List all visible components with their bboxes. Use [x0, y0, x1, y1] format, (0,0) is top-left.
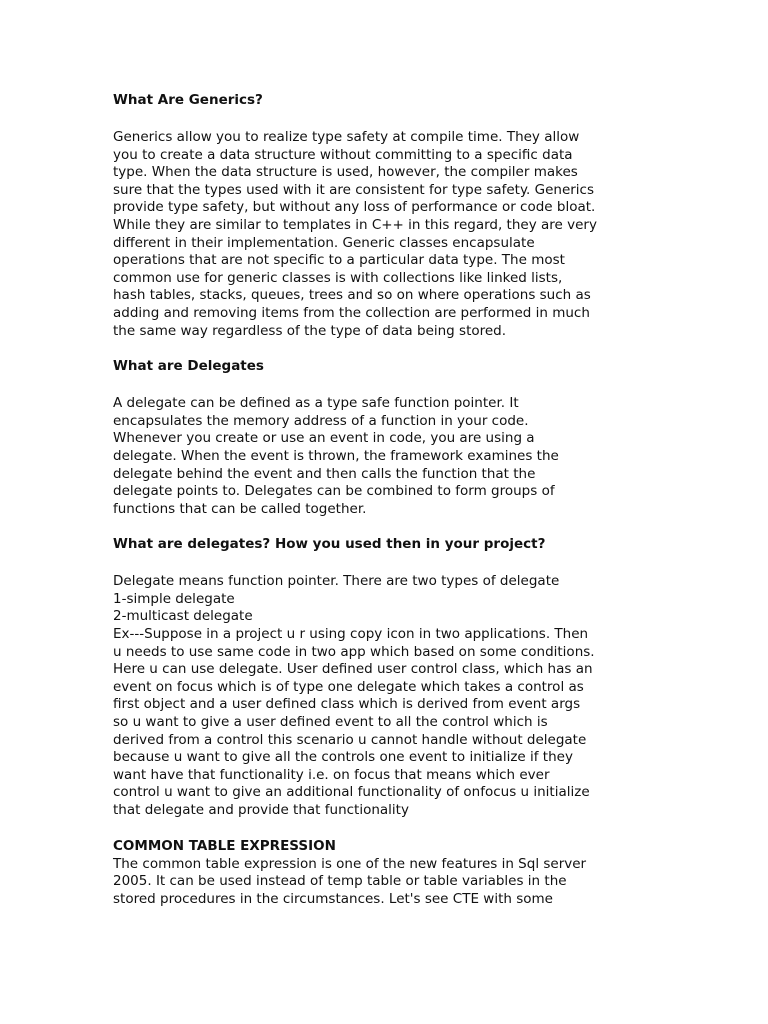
- paragraph-line: A delegate can be defined as a type safe function pointer. It: [113, 395, 519, 412]
- paragraph-line: functions that can be called together.: [113, 500, 367, 517]
- paragraph-line: sure that the types used with it are consistent for type safety. Generics: [113, 181, 595, 198]
- paragraph-line: different in their implementation. Generic classes encapsulate: [113, 234, 535, 251]
- paragraph-line: Whenever you create or use an event in code, you are using a: [113, 430, 535, 447]
- paragraph-line: stored procedures in the circumstances. Let's see CTE with some: [113, 890, 553, 907]
- section-heading-cte: COMMON TABLE EXPRESSION: [113, 837, 336, 854]
- paragraph-line: want have that functionality i.e. on focus that means which ever: [113, 766, 550, 783]
- paragraph-line: common use for generic classes is with collections like linked lists,: [113, 269, 563, 286]
- paragraph-line: type. When the data structure is used, however, the compiler makes: [113, 164, 578, 181]
- paragraph-line: control u want to give an additional functionality of onfocus u initialize: [113, 784, 590, 801]
- paragraph-line: Delegate means function pointer. There are two types of delegate: [113, 573, 560, 590]
- paragraph-line: derived from a control this scenario u cannot handle without delegate: [113, 731, 587, 748]
- section-heading-delegates-project: What are delegates? How you used then in your project?: [113, 536, 546, 553]
- paragraph-line: delegate. When the event is thrown, the framework examines the: [113, 447, 559, 464]
- paragraph-line: hash tables, stacks, queues, trees and so on where operations such as: [113, 287, 591, 304]
- paragraph-line: u needs to use same code in two app which based on some conditions.: [113, 643, 595, 660]
- paragraph-line: The common table expression is one of the new features in Sql server: [113, 855, 587, 872]
- paragraph-line: because u want to give all the controls one event to initialize if they: [113, 749, 573, 766]
- paragraph-line: delegate behind the event and then calls the function that the: [113, 465, 536, 482]
- paragraph-delegates-project: [113, 573, 673, 819]
- paragraph-line: that delegate and provide that functionality: [113, 802, 409, 818]
- paragraph-line: 2-multicast delegate: [113, 608, 253, 625]
- paragraph-line: 1-simple delegate: [113, 590, 235, 607]
- paragraph-line: delegate points to. Delegates can be combined to form groups of: [113, 483, 555, 500]
- document-body: [113, 90, 673, 908]
- section-heading-delegates: What are Delegates: [113, 358, 264, 375]
- paragraph-line: first object and a user defined class which is derived from event args: [113, 696, 581, 713]
- paragraph-line: While they are similar to templates in C++ in this regard, they are very: [113, 216, 597, 233]
- paragraph-delegates: [113, 395, 673, 518]
- paragraph-line: Ex---Suppose in a project u r using copy icon in two applications. Then: [113, 626, 589, 643]
- paragraph-line: Generics allow you to realize type safety at compile time. They allow: [113, 129, 580, 145]
- paragraph-line: you to create a data structure without committing to a specific data: [113, 146, 573, 163]
- section-heading-generics: What Are Generics?: [113, 92, 263, 108]
- paragraph-line: operations that are not specific to a particular data type. The most: [113, 252, 565, 269]
- paragraph-line: Here u can use delegate. User defined user control class, which has an: [113, 661, 593, 678]
- paragraph-line: adding and removing items from the collection are performed in much: [113, 304, 590, 321]
- paragraph-cte: [113, 856, 673, 909]
- paragraph-line: the same way regardless of the type of data being stored.: [113, 322, 507, 339]
- paragraph-line: so u want to give a user defined event to all the control which is: [113, 714, 548, 731]
- paragraph-line: provide type safety, but without any loss of performance or code bloat.: [113, 199, 596, 216]
- paragraph-line: encapsulates the memory address of a function in your code.: [113, 412, 529, 429]
- paragraph-generics: [113, 129, 673, 340]
- paragraph-line: 2005. It can be used instead of temp table or table variables in the: [113, 873, 567, 890]
- paragraph-line: event on focus which is of type one delegate which takes a control as: [113, 678, 584, 695]
